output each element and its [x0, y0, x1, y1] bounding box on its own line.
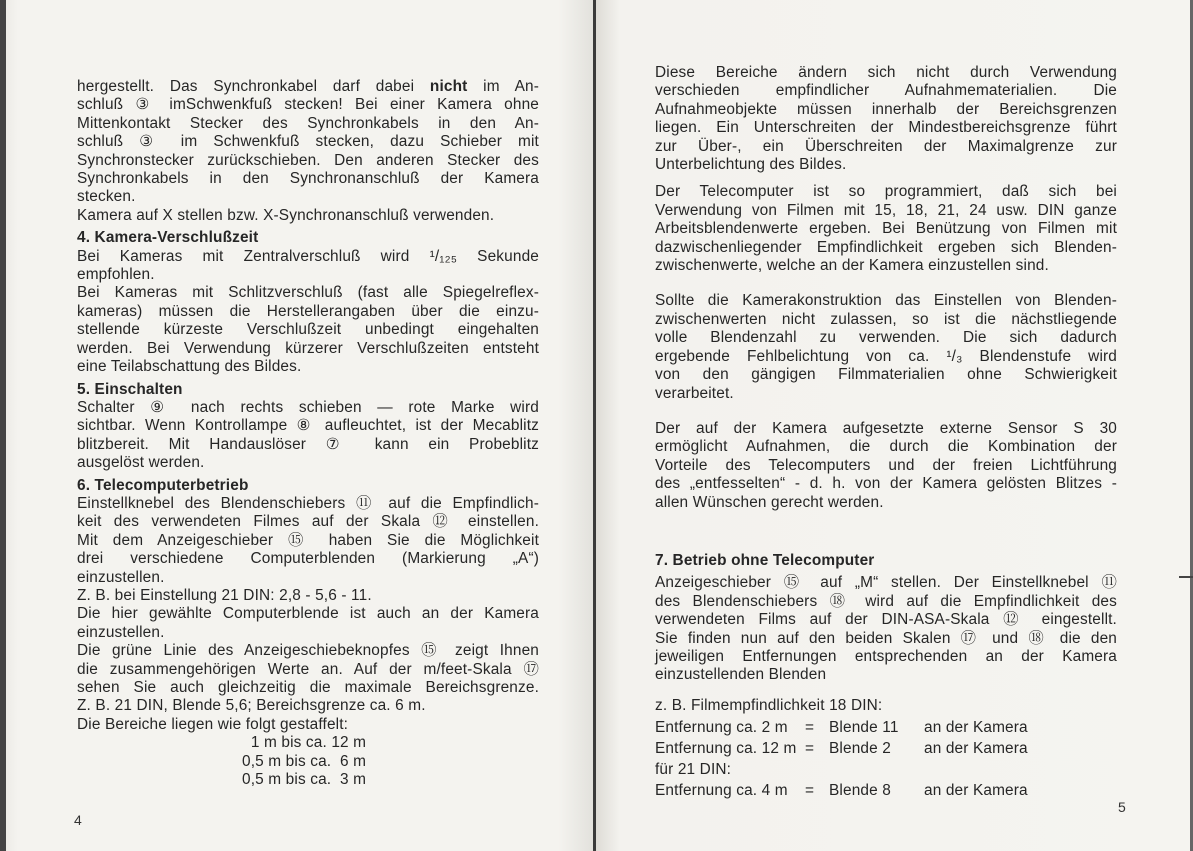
left-edge [0, 0, 6, 851]
text-line: liegen. Ein Unterschreiten der Mindestbereichsgrenze führt [655, 119, 1117, 137]
text-line: allen Wünschen gerecht werden. [655, 493, 884, 511]
text-line: Der auf der Kamera aufgesetzte externe Sensor S 30 [655, 419, 1117, 437]
text-line: verschieden empfindlicher Aufnahmematerialien. Die [655, 82, 1117, 100]
text-line: stecken. [77, 188, 136, 206]
text-line: sichtbar. Wenn Kontrollampe ⑧ aufleuchtet, ist der Mecablitz [77, 417, 539, 435]
text-line: Z. B. 21 DIN, Blende 5,6; Bereichsgrenze ca. 6 m. [77, 697, 426, 715]
text-line: Synchronstecker zurückschieben. Den anderen Stecker des [77, 151, 539, 169]
text-line: keit des verwendeten Filmes auf der Skala ⑫ einstellen. [77, 513, 539, 531]
text-line: Sollte die Kamerakonstruktion das Einstellen von Blenden- [655, 292, 1117, 310]
text-line: eine Teilabschattung des Bildes. [77, 358, 302, 376]
text-line: ermöglicht Aufnahmen, die durch die Kombination der [655, 438, 1117, 456]
text-line: des „entfesselten“ - d. h. von der Kamera gelösten Blitzes - [655, 475, 1117, 493]
subheading-cell: für 21 DIN: [655, 761, 732, 779]
range-line: 1 m bis ca. 12 m [242, 734, 367, 752]
section-heading: 4. Kamera-Verschlußzeit [77, 229, 259, 247]
text-line: ausgelöst werden. [77, 454, 205, 472]
text-line: Aufnahmeobjekte müssen innerhalb der Bereichsgrenzen [655, 100, 1117, 118]
equals-cell: = [805, 740, 815, 758]
table-row [655, 759, 1028, 780]
text-line: zur Über-, ein Überschreiten der Maximalgrenze zur [655, 137, 1117, 155]
margin-mark [1179, 576, 1193, 578]
text-line: dazwischenliegender Empfindlichkeit ergeben sich Blenden- [655, 238, 1117, 256]
text-line: des Blendenschiebers ⑱ wird auf die Empfindlichkeit des [655, 592, 1117, 610]
table-row [655, 717, 1028, 738]
text-line: stellende kürzeste Verschlußzeit unbedingt eingehalten [77, 321, 539, 339]
aperture-cell: Blende 8 [829, 782, 891, 800]
left-page-text [77, 78, 539, 789]
text-line: Einstellknebel des Blendenschiebers ⑪ auf die Empfindlich- [77, 494, 539, 512]
text-line: Die Bereiche liegen wie folgt gestaffelt: [77, 715, 349, 733]
text-line: Schalter ⑨ nach rechts schieben — rote Marke wird [77, 398, 539, 416]
example-table [655, 717, 1028, 801]
right-page-text [655, 64, 1117, 801]
text-line: Z. B. bei Einstellung 21 DIN: 2,8 - 5,6 - 11. [77, 586, 372, 604]
text-line: Die grüne Linie des Anzeigeschiebeknopfes ⑮ zeigt Ihnen [77, 642, 539, 660]
section-heading: 7. Betrieb ohne Telecomputer [655, 551, 875, 569]
text-line: einzustellen. [77, 623, 165, 641]
section-heading: 5. Einschalten [77, 380, 183, 398]
distance-cell: Entfernung ca. 12 m [655, 740, 797, 758]
section-heading: 6. Telecomputerbetrieb [77, 476, 249, 494]
text-line: sehen Sie auch gleichzeitig die maximale Bereichsgrenze. [77, 679, 539, 696]
text-line: Die hier gewählte Computerblende ist auch an der Kamera [77, 605, 539, 623]
equals-cell: = [805, 719, 815, 737]
text-line: jeweiligen Entfernungen entsprechenden an der Kamera [655, 647, 1117, 665]
distance-cell: Entfernung ca. 4 m [655, 782, 788, 800]
text-line: Bei Kameras mit Zentralverschluß wird ¹/₁₂₅ Sekunde [77, 247, 539, 265]
text-line: hergestellt. Das Synchronkabel darf dabei nicht im An- [77, 78, 539, 95]
text-line: Verwendung von Filmen mit 15, 18, 21, 24 usw. DIN ganze [655, 201, 1117, 219]
text-line: Der Telecomputer ist so programmiert, daß sich bei [655, 183, 1117, 201]
text-line: Arbeitsblendenwerte ergeben. Bei Benützung von Filmen mit [655, 220, 1117, 238]
text-line: schluß ③ imSchwenkfuß stecken! Bei einer Kamera ohne [77, 96, 539, 114]
text-line: einzustellenden Blenden [655, 666, 827, 684]
location-cell: an der Kamera [924, 719, 1028, 737]
text-line: einzustellen. [77, 568, 165, 586]
text-line: ergebende Fehlbelichtung von ca. ¹/₃ Blendenstufe wird [655, 347, 1117, 365]
text-line: schluß ③ im Schwenkfuß stecken, dazu Schieber mit [77, 133, 539, 151]
table-row [655, 738, 1028, 759]
text-line: die zusammengehörigen Werte an. Auf der m/feet-Skala ⑰ [77, 660, 539, 678]
text-line: z. B. Filmempfindlichkeit 18 DIN: [655, 696, 883, 714]
distance-cell: Entfernung ca. 2 m [655, 719, 788, 737]
text-line: Bei Kameras mit Schlitzverschluß (fast alle Spiegelreflex- [77, 284, 539, 302]
text-line: Mit dem Anzeigeschieber ⑮ haben Sie die Möglichkeit [77, 531, 539, 549]
text-line: Synchronkabels in den Synchronanschluß der Kamera [77, 170, 539, 188]
aperture-cell: Blende 11 [829, 719, 899, 737]
text-line: von den gängigen Filmmaterialien ohne Schwierigkeit [655, 366, 1117, 384]
text-line: volle Blendenzahl zu verwenden. Die sich dadurch [655, 329, 1117, 347]
text-line: Vorteile des Telecomputers und der freien Lichtführung [655, 456, 1117, 474]
page-number: 5 [1118, 799, 1126, 815]
location-cell: an der Kamera [924, 782, 1028, 800]
text-line: drei verschiedene Computerblenden (Markierung „A“) [77, 550, 539, 568]
text-line: Anzeigeschieber ⑮ auf „M“ stellen. Der Einstellknebel ⑪ [655, 574, 1117, 592]
text-line: zwischenwerten nicht zulassen, so ist die nächstliegende [655, 310, 1117, 328]
table-row [655, 780, 1028, 801]
equals-cell: = [805, 782, 815, 800]
range-line: 0,5 m bis ca. 6 m [242, 752, 367, 770]
right-page [596, 0, 1193, 851]
page-number: 4 [74, 812, 82, 828]
text-line: Unterbelichtung des Bildes. [655, 156, 847, 174]
location-cell: an der Kamera [924, 740, 1028, 758]
text-line: Kamera auf X stellen bzw. X-Synchronanschluß verwenden. [77, 206, 495, 224]
left-page [0, 0, 594, 851]
text-line: werden. Bei Verwendung kürzerer Verschlußzeiten entsteht [77, 339, 539, 357]
text-line: Sie finden nun auf den beiden Skalen ⑰ und ⑱ die den [655, 629, 1117, 647]
text-line: Mittenkontakt Stecker des Synchronkabels in den An- [77, 114, 539, 132]
text-line: kameras) müssen die Herstellerangaben über die einzu- [77, 302, 539, 320]
text-line: zwischenwerte, welche an der Kamera einzustellen sind. [655, 257, 1049, 275]
aperture-cell: Blende 2 [829, 740, 891, 758]
text-line: verarbeitet. [655, 384, 734, 402]
text-line: empfohlen. [77, 266, 155, 284]
text-line: Diese Bereiche ändern sich nicht durch Verwendung [655, 64, 1117, 81]
text-line: blitzbereit. Mit Handauslöser ⑦ kann ein Probeblitz [77, 435, 539, 453]
range-line: 0,5 m bis ca. 3 m [242, 771, 367, 789]
text-line: verwendeten Films auf der DIN-ASA-Skala ⑫ eingestellt. [655, 611, 1117, 629]
